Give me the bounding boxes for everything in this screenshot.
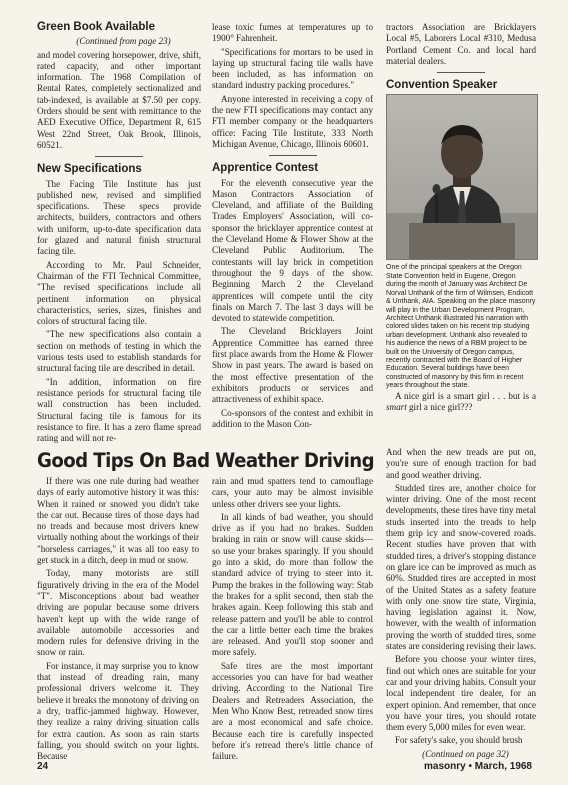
article-paragraph: Studded tires are, another choice for winter driving. One of the most recent developments, these tires have tiny metal studs inserted into the treads to help them grip icy and snow-covered roads. Recent studies have proven that with studded tires, a driver's stopping distance on glare ice can be improved as much as 60%. Studded tires are accepted in most of the United States as a safety feature with only one snow tire state, Virginia, having legislation against it. Now, however, with the wealth of information proving the worth of studded tires, some states are considering revising their laws. [386,482,537,652]
new-specs-paragraph: According to Mr. Paul Schneider, Chairman of the FTI Technical Committee, "The revised specifications include all pertinent information on physical characteristics, series, sizes, finishes and colors of structural facing tile. [37,259,201,327]
apprentice-contest-heading: Apprentice Contest [212,162,319,175]
article-paragraph: For safety's sake, you should brush [395,735,523,746]
apprentice-paragraph: Co-sponsors of the contest and exhibit in addition to the Mason Con- [212,407,373,429]
green-book-heading: Green Book Available [37,21,156,33]
motto-emphasis: smart [386,401,407,412]
specs-continued-paragraph: Anyone interested in receiving a copy of the new FTI specifications may contact any FTI member company or the headquarters office: Facing Tile Institute, 333 North Michigan Avenue, Chicago, Illinois 60601. [212,93,373,149]
column-right [386,22,536,415]
motto-quip [386,391,536,414]
article-paragraph: Before you choose your winter tires, find out which ones are suitable for your car and your driving habits. Consult your local independent tire dealer, for an expert opinion. And remember, that once you have your tires, you should rotate them every 5,000 miles for even wear. [386,654,536,733]
article-paragraph: Safe tires are the most important accessories you can have for bad weather driving. According to the National Tire Dealers and Retreaders Association, the Men Who Know Best, retreaded snow tires are a most economical and safe choice. Because each tire is carefully inspected before it's retread there's little chance of failure. [212,660,373,762]
motto-text: A nice girl is a smart girl . . . but is a [395,390,536,401]
specs-continued-paragraph: lease toxic fumes at temperatures up to 1900° Fahrenheit. [212,22,373,44]
continued-from-note: (Continued from page 23) [76,36,171,47]
article-paragraph: And when the new treads are put on, you're sure of enough traction for bad and good weather driving. [386,447,536,480]
article-paragraph: Today, many motorists are still figuratively driving in the era of the Model "T". Misconceptions about bad weather driving are popular because some drivers haven't kept up with the wide range of available automobile accessories and modern rules for defensive driving in the snow or rain. [37,568,199,658]
new-specs-heading: New Specifications [37,163,142,176]
article-paragraph: rain and mud spatters tend to camouflage cars, your auto may be almost invisible unless other drivers see your lights. [212,476,373,509]
section-divider [95,156,143,157]
article-column-left [37,476,199,764]
continued-on-note: (Continued on page 32) [422,748,509,759]
article-column-middle [212,476,373,764]
page-number: 24 [37,761,49,772]
footer-masthead: masonry • March, 1968 [424,761,532,772]
article-paragraph: In all kinds of bad weather, you should drive as if you had no brakes. Sudden braking in rain or snow will cause skids—so use your brakes sparingly. If you should go into a skid, do more than follow the standard advice of trying to steer into it. Pump the brakes in the following way: Stab the brakes for a split second, then stab the brakes again. Keep following this stab and release pattern and you'll be able to control the car a little better each time the brakes are released. And you'll stop sooner and more safely. [212,511,373,658]
apprentice-paragraph: The Cleveland Bricklayers Joint Apprentice Committee has earned three first place awards from the Home & Flower Show in past years. The award is based on the most effective presentation of the exhibitors products or services and attractiveness of exhibit space. [212,326,373,405]
contest-continued-paragraph: tractors Association are Bricklayers Local #5, Laborers Local #310, Medusa Portland Cement Co. and local hard material dealers. [386,22,536,66]
speaker-photo-image [387,95,537,259]
convention-speaker-heading: Convention Speaker [386,79,498,92]
new-specs-paragraph: The Facing Tile Institute has just published new, revised and simplified specifications. These specs provide architects, builders, contractors and others with uniform, up-to-date specification data for glazed and natural finish structural facing tile. [37,178,201,257]
section-divider [269,155,317,156]
new-specs-paragraph: "The new specifications also contain a section on methods of testing in which the various tests used to establish standards for structural facing tile are described in detail. [37,329,201,374]
column-left [37,22,201,446]
article-paragraph: For instance, it may surprise you to know that instead of dreading rain, many professional drivers welcome it. They believe it breaks the monotony of driving on a dry, traffic-jammed highway. However, they realize a rainy driving situation calls for extra caution. As soon as rain starts falling, you should switch on your lights. Because [37,660,199,762]
page-footer [37,761,532,775]
column-middle [212,22,373,432]
motto-text: girl a nice girl??? [406,401,473,412]
article-title: Good Tips On Bad Weather Driving [37,449,375,472]
photo-caption: One of the principal speakers at the Oregon State Convention held in Eugene, Oregon during the month of January was Architect De Norval Unthank of the firm of Wilmsen, Endicott & Unthank, AIA. Speaking on the place masonry will play in the Urban Development Program, Architect Unthank illustrated his narration with colored slides taken on his recent trip studying urban development. Unthank also revealed to his audience the news of a RBM project to be built on the University of Oregon campus, recently contracted with the Board of Higher Education. Several buildings have been constructed of masonry by this firm in recent years throughout the state. [386,264,536,390]
speaker-photo [386,94,538,260]
apprentice-paragraph: For the eleventh consecutive year the Mason Contractors Association of Cleveland, and affiliate of the Building Trades Employers' Association, will co-sponsor the bricklayer apprentice contest at the Cleveland Home & Flower Show at the Cleveland Public Auditorium. The contestants will lay brick in competition throughout the 9 days of the show. Beginning March 2 the Cleveland apprentices will compete until the city finals on March 7. The last 3 days will be devoted to statewide competition. [212,177,373,324]
green-book-text: and model covering horsepower, drive, shift, rated capacity, and other important information. The 1968 Compilation of Rental Rates, completely sectionalized and tab-indexed, is available at $7.50 per copy. Orders should be sent with remittance to the AED Executive Office, Department R, 615 West 22nd Street, Oak Brook, Illinois, 60521. [37,49,201,150]
new-specs-paragraph: "In addition, information on fire resistance periods for structural facing tile wall construction has been included. Structural facing tile is famous for its resistance to fire. It has a zero flame spread rating and will not re- [37,376,201,444]
article-column-right [386,447,536,762]
article-paragraph: If there was one rule during bad weather days of early automotive history it was this: When it rained or snowed you didn't take the car out. Because tires of those days had no treads and because most drivers knew virtually nothing about the workings of their "horseless carriages," it was all too easy to get stuck in a ditch, deep in mud or snow. [37,476,199,566]
specs-continued-paragraph: "Specifications for mortars to be used in laying up structural facing tile walls have been included, as has information on standard industry packing procedures." [212,46,373,91]
section-divider [437,72,485,73]
